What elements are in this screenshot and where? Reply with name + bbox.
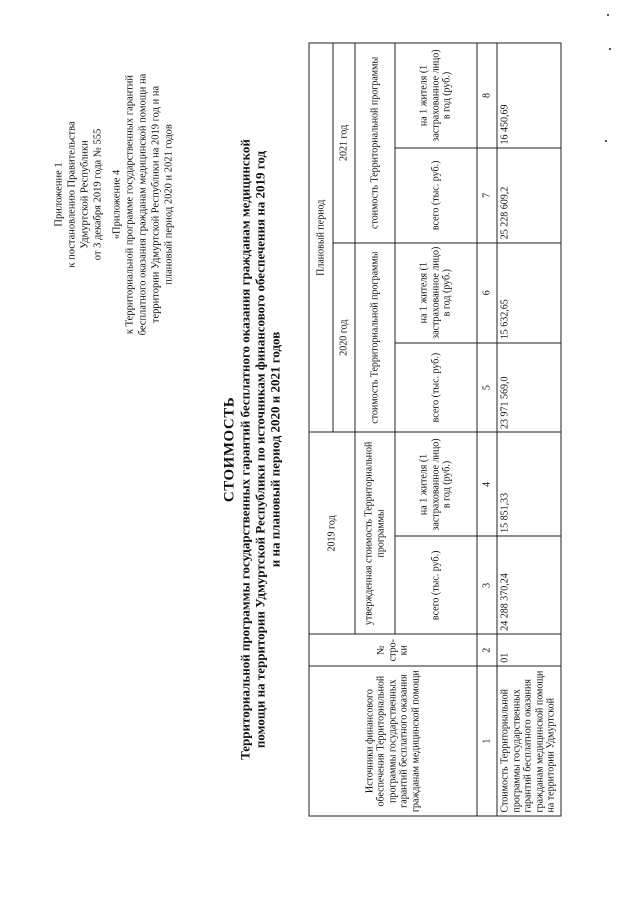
header-planned-period: Плановый период (309, 43, 333, 433)
column-number: 1 (477, 666, 497, 816)
appendix-1-line: Приложение 1 (53, 162, 65, 227)
value-2020-per-capita: 15 632,65 (497, 243, 561, 343)
table-row (497, 43, 561, 816)
value-2019-per-capita: 15 851,33 (497, 433, 561, 537)
appendix-1-line: от 3 декабря 2019 года № 555 (92, 128, 104, 261)
column-number: 6 (477, 243, 497, 343)
appendix-1-line: к постановлению Правительства (66, 121, 78, 268)
scan-speck (607, 14, 609, 16)
appendix-4-line: плановый период 2020 и 2021 годов (163, 124, 175, 285)
appendix-4-line: бесплатного оказания гражданам медицинской помощи на (137, 73, 149, 336)
value-2021-total: 25 228 609,2 (497, 148, 561, 243)
header-2020: 2020 год (333, 243, 355, 433)
column-number: 4 (477, 433, 497, 537)
header-per-capita: на 1 жителя (1 застрахованное лицо) в год (руб.) (395, 433, 477, 537)
value-2021-per-capita: 16 450,69 (497, 43, 561, 148)
appendix-1-line: Удмуртской Республики (79, 140, 91, 249)
header-cost-2021: стоимость Территориальной программы (355, 43, 395, 243)
cost-table (309, 43, 562, 817)
header-total: всего (тыс. руб.) (395, 343, 477, 433)
scan-speck (609, 48, 611, 50)
header-total: всего (тыс. руб.) (395, 148, 477, 243)
row-number: 01 (497, 634, 561, 666)
column-number-row (477, 43, 497, 816)
header-total: всего (тыс. руб.) (395, 536, 477, 634)
title-line: Территориальной программы государственных гарантий бесплатного оказания гражданам медицинской (237, 139, 253, 760)
row-label: Стоимость Территориальной программы государственных гарантий бесплатного оказания гражданам медицинской помощи на территории Удмуртской (497, 666, 561, 816)
column-number: 5 (477, 343, 497, 433)
appendix-4-header (111, 25, 176, 385)
header-per-capita: на 1 жителя (1 застрахованное лицо) в год (руб.) (395, 43, 477, 148)
column-number: 8 (477, 43, 497, 148)
header-source: Источники финансового обеспечения Территориальной программы государственных гарантий бесплатного оказания гражданам медицинской помощи (309, 666, 477, 816)
appendix-1-header (53, 45, 105, 345)
header-cost-2020: стоимость Территориальной программы (355, 243, 395, 433)
value-2020-total: 23 971 569,0 (497, 343, 561, 433)
column-number: 3 (477, 536, 497, 634)
scan-speck (605, 140, 607, 142)
appendix-4-line: к Территориальной программе государственных гарантий (124, 74, 136, 335)
rotated-document-page (1, 0, 640, 905)
column-number: 7 (477, 148, 497, 243)
header-2019: 2019 год (309, 433, 355, 635)
header-2021: 2021 год (333, 43, 355, 243)
header-per-capita: на 1 жителя (1 застрахованное лицо) в год (руб.) (395, 243, 477, 343)
header-row-number: № стро-ки (309, 634, 477, 666)
document-title (223, 65, 283, 835)
title-main: СТОИМОСТЬ (221, 396, 238, 503)
appendix-4-line: «Приложение 4 (111, 169, 123, 240)
value-2019-total: 24 288 370,24 (497, 536, 561, 634)
title-line: помощи на территории Удмуртской Республики по источникам финансового обеспечения на 2019 год (252, 150, 268, 749)
column-number: 2 (477, 634, 497, 666)
title-line: и на плановый период 2020 и 2021 годов (267, 331, 283, 568)
header-approved-cost: утвержденная стоимость Территориальной программы (355, 433, 395, 635)
appendix-4-line: территории Удмуртской Республики на 2019 год и на (150, 85, 162, 324)
